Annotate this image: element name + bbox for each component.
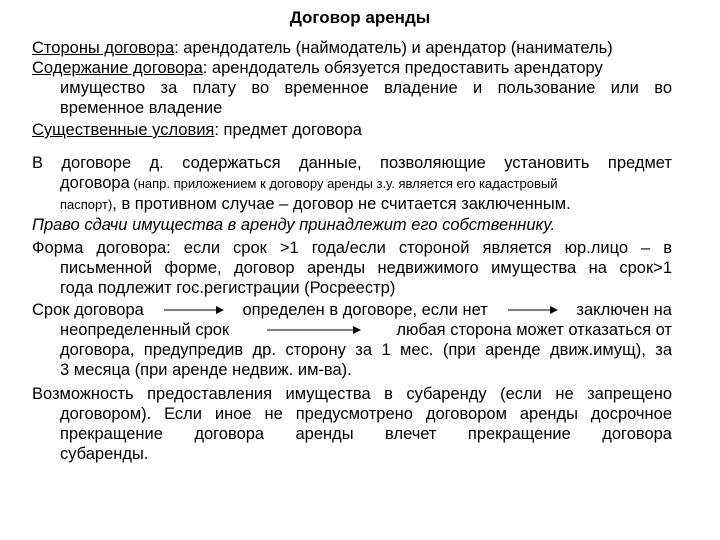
subject-paragraph (32, 153, 672, 215)
parties-paragraph (32, 38, 672, 58)
form-line3: года подлежит гос.регистрации (Росреестр) (60, 279, 396, 297)
content-line2: имущество за плату во временное владение и пользование или во (60, 79, 672, 97)
form-paragraph (32, 238, 672, 298)
arrow-right-icon (265, 325, 361, 335)
sublease-line2: договором). Если иное не предусмотрено договором аренды досрочное (60, 405, 672, 423)
term-c: заключен на (576, 301, 672, 319)
essential-paragraph (32, 120, 672, 140)
content-paragraph (32, 58, 672, 118)
term-a: Срок договора (32, 301, 144, 319)
parties-text: : арендодатель (наймодатель) и арендатор (наниматель) (174, 39, 613, 57)
subject-line1: В договоре д. содержаться данные, позволяющие установить предмет (32, 154, 672, 172)
parties-label: Стороны договора (32, 39, 175, 57)
form-line2: письменной форме, договор аренды недвижимого имущества на срок>1 (60, 259, 672, 277)
term-line4: 3 месяца (при аренде недвиж. им-ва). (60, 361, 352, 379)
term-d: неопределенный срок (60, 321, 230, 339)
arrow-right-icon (506, 305, 558, 315)
content-line1: : арендодатель обязуется предоставить арендатору (202, 59, 603, 77)
right-statement: Право сдачи имущества в аренду принадлежит его собственнику. (32, 216, 556, 234)
term-line3: договора, предупредив др. сторону за 1 мес. (при аренде движ.имущ), за (60, 341, 672, 359)
essential-text: : предмет договора (214, 121, 362, 139)
term-paragraph (32, 300, 672, 380)
arrow-right-icon (162, 305, 224, 315)
essential-label: Существенные условия (32, 121, 215, 139)
form-line1: Форма договора: если срок >1 года/если стороной является юр.лицо – в (32, 239, 672, 257)
page-title: Договор аренды (289, 8, 431, 27)
sublease-line1: Возможность предоставления имущества в субаренду (если не запрещено (32, 385, 672, 403)
content-line3: временное владение (60, 99, 223, 117)
content-label: Содержание договора (32, 59, 203, 77)
subject-line3-main: , в противном случае – договор не считается заключенным. (112, 195, 571, 213)
term-e: любая сторона может отказаться от (396, 321, 672, 339)
subject-line2-small: (напр. приложением к договору аренды з.у. является его кадастровый (129, 176, 558, 191)
subject-line3-small: паспорт) (60, 197, 113, 212)
sublease-line3: прекращение договора аренды влечет прекращение договора (60, 425, 672, 443)
term-b: определен в договоре, если нет (242, 301, 488, 319)
subject-line2-main: договора (60, 174, 130, 192)
sublease-line4: субаренды. (60, 445, 149, 463)
sublease-paragraph (32, 384, 672, 464)
